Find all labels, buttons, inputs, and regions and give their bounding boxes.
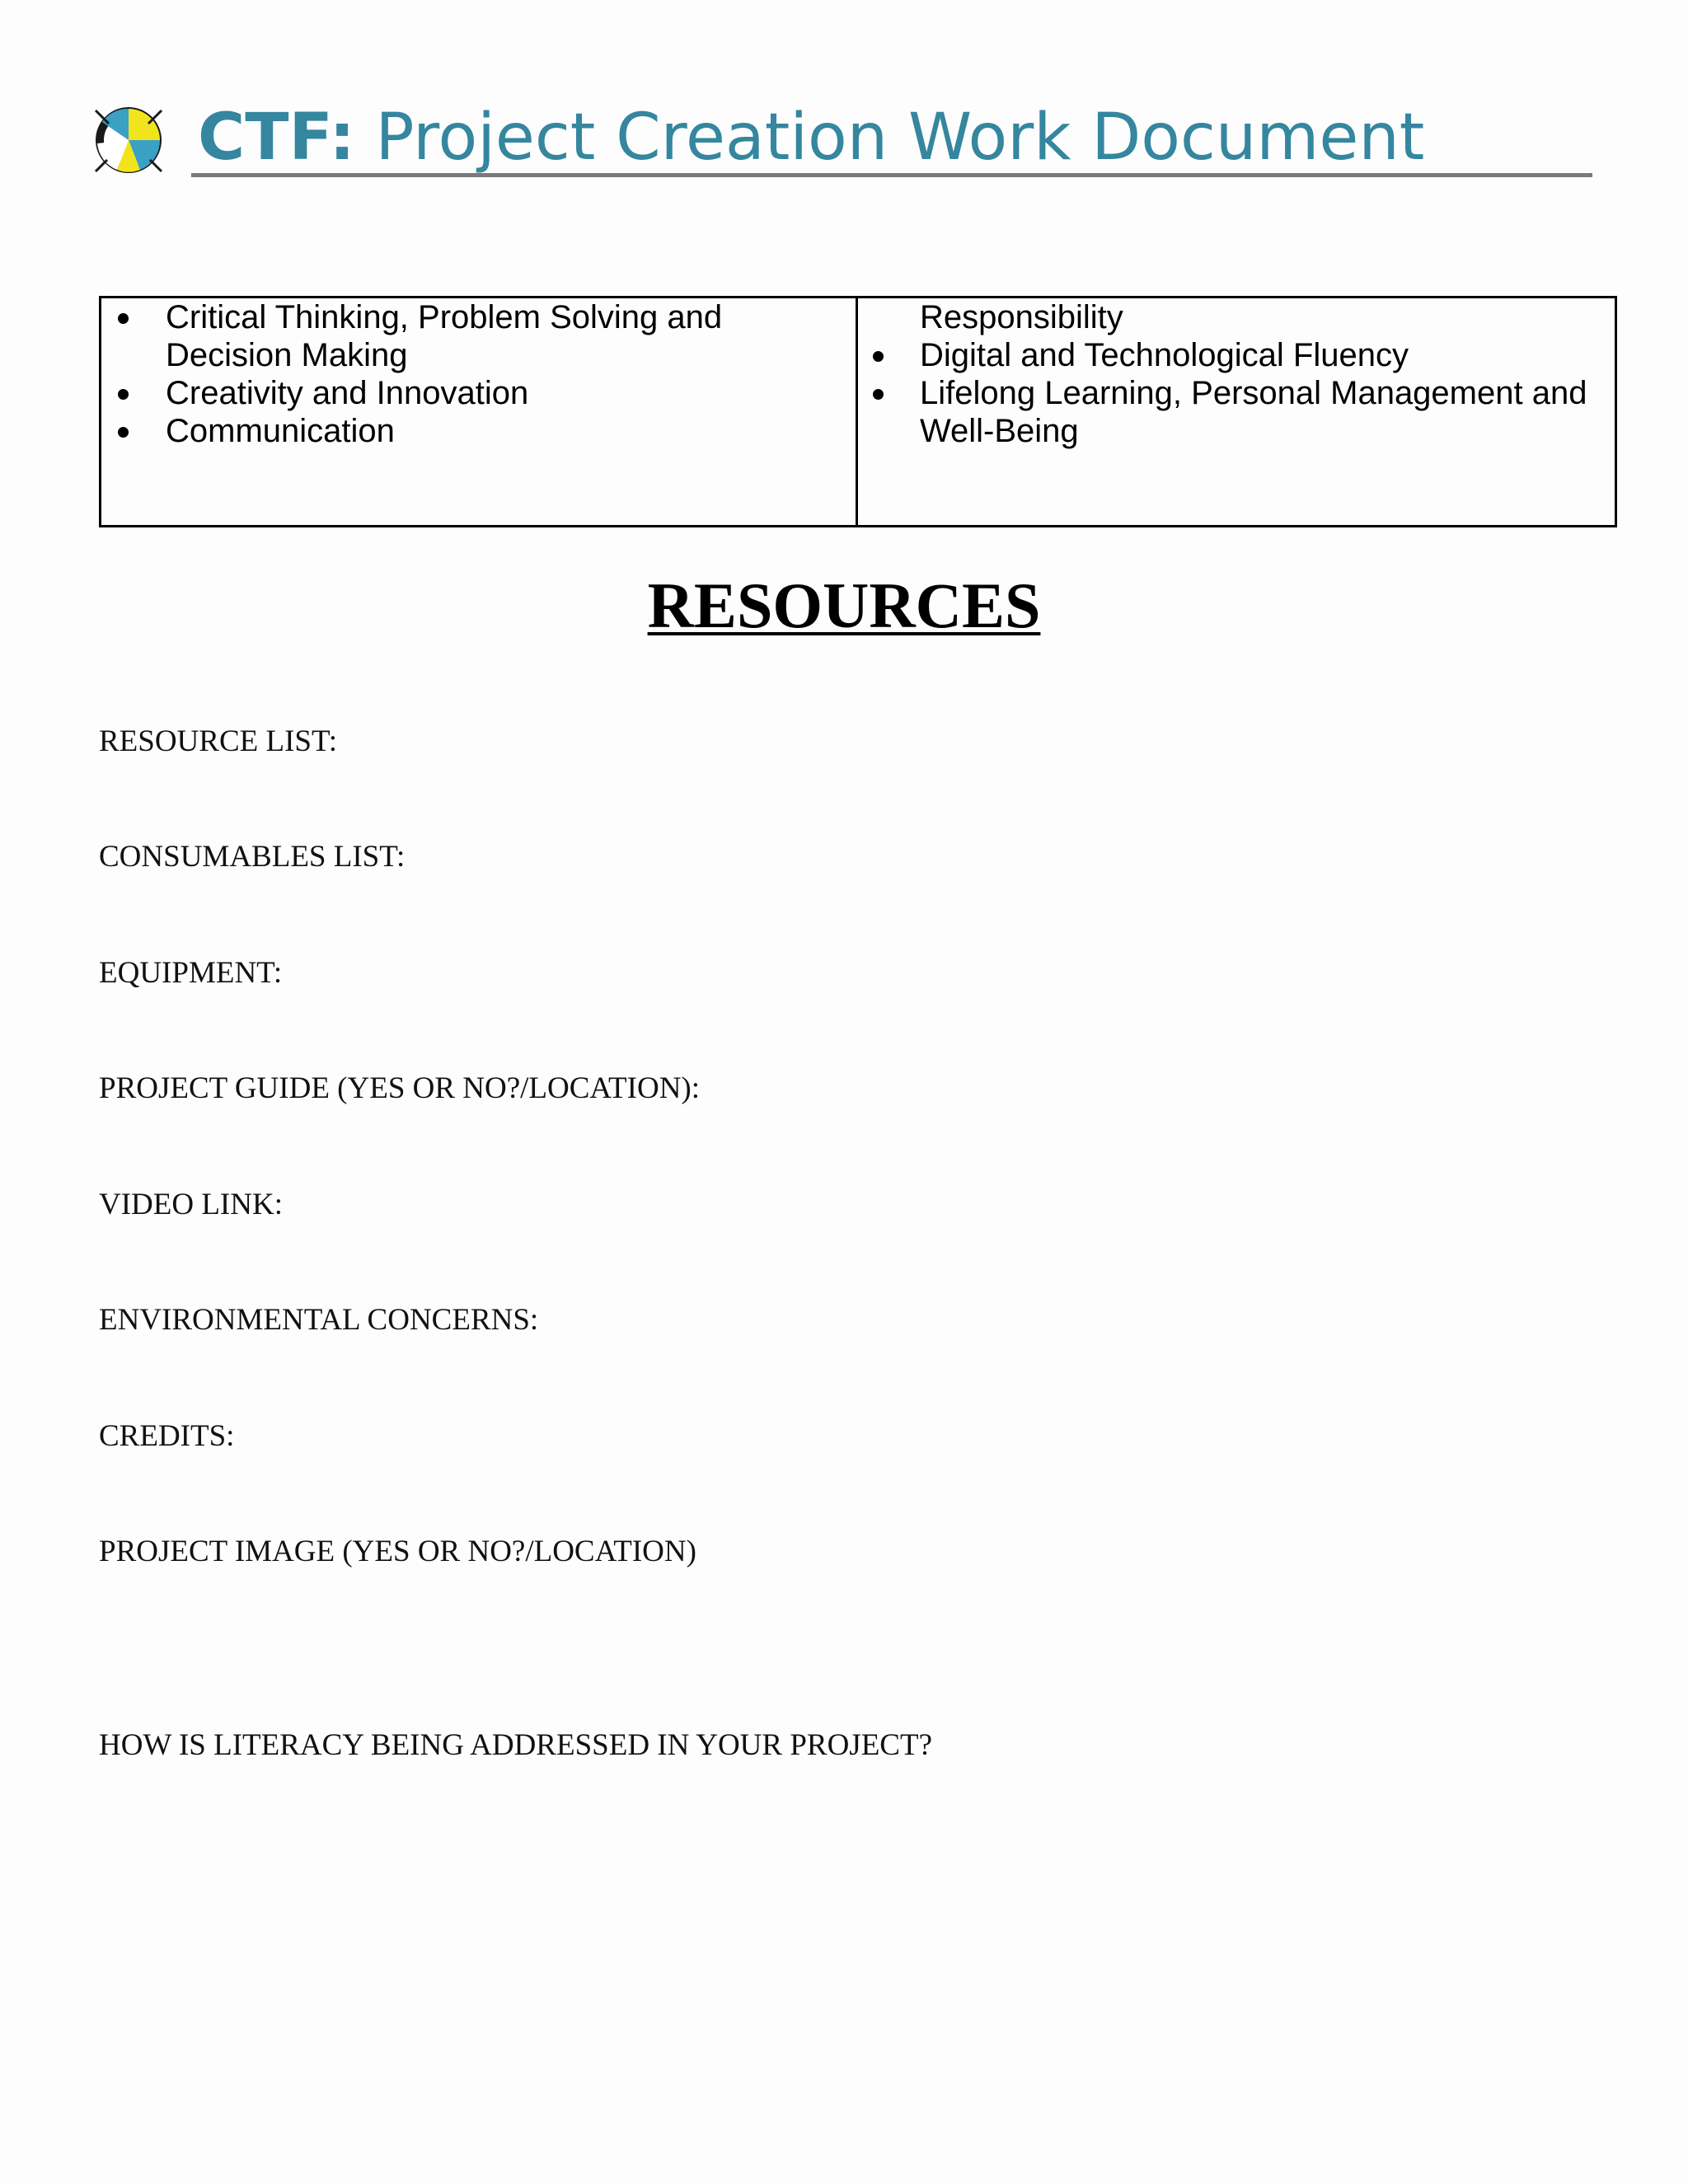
resources-heading-text: RESOURCES: [647, 569, 1041, 641]
bullet-icon: [118, 389, 129, 400]
document-title: [198, 92, 1424, 183]
ctf-circle-logo-icon: [91, 102, 166, 178]
project-image-label: PROJECT IMAGE (YES OR NO?/LOCATION): [99, 1535, 696, 1568]
competencies-left-column: [101, 298, 858, 525]
competency-label: Digital and Technological Fluency: [920, 337, 1409, 373]
literacy-question-label: HOW IS LITERACY BEING ADDRESSED IN YOUR PROJECT?: [99, 1728, 932, 1762]
bullet-icon: [873, 389, 884, 400]
competency-item: [101, 298, 856, 374]
competency-item: [101, 412, 856, 450]
project-guide-label: PROJECT GUIDE (YES OR NO?/LOCATION):: [99, 1071, 701, 1105]
title-underline: [191, 173, 1592, 177]
competency-continued-text: Responsibility: [920, 299, 1123, 335]
competency-item: [858, 336, 1615, 374]
equipment-label: EQUIPMENT:: [99, 956, 283, 990]
bullet-icon: [118, 313, 129, 324]
competency-item: [101, 374, 856, 412]
competencies-right-column: [858, 298, 1615, 525]
credits-label: CREDITS:: [99, 1419, 235, 1453]
title-prefix: CTF:: [198, 101, 355, 175]
competency-label: Critical Thinking, Problem Solving and Decision Making: [166, 299, 723, 373]
competency-label: Creativity and Innovation: [166, 375, 529, 411]
competency-label: Communication: [166, 413, 395, 449]
title-main: Project Creation Work Document: [375, 101, 1425, 175]
competencies-table: [99, 296, 1617, 527]
bullet-icon: [873, 351, 884, 362]
resource-list-label: RESOURCE LIST:: [99, 724, 338, 758]
competency-item: [858, 374, 1615, 450]
competency-label: Lifelong Learning, Personal Management and Well-Being: [920, 375, 1587, 449]
competencies-left-list: [101, 298, 856, 450]
document-header: [91, 92, 1595, 183]
video-link-label: VIDEO LINK:: [99, 1188, 283, 1221]
resources-heading: [0, 569, 1688, 643]
bullet-icon: [118, 427, 129, 438]
environmental-concerns-label: ENVIRONMENTAL CONCERNS:: [99, 1303, 539, 1337]
competencies-right-list: [858, 336, 1615, 450]
consumables-list-label: CONSUMABLES LIST:: [99, 840, 406, 874]
